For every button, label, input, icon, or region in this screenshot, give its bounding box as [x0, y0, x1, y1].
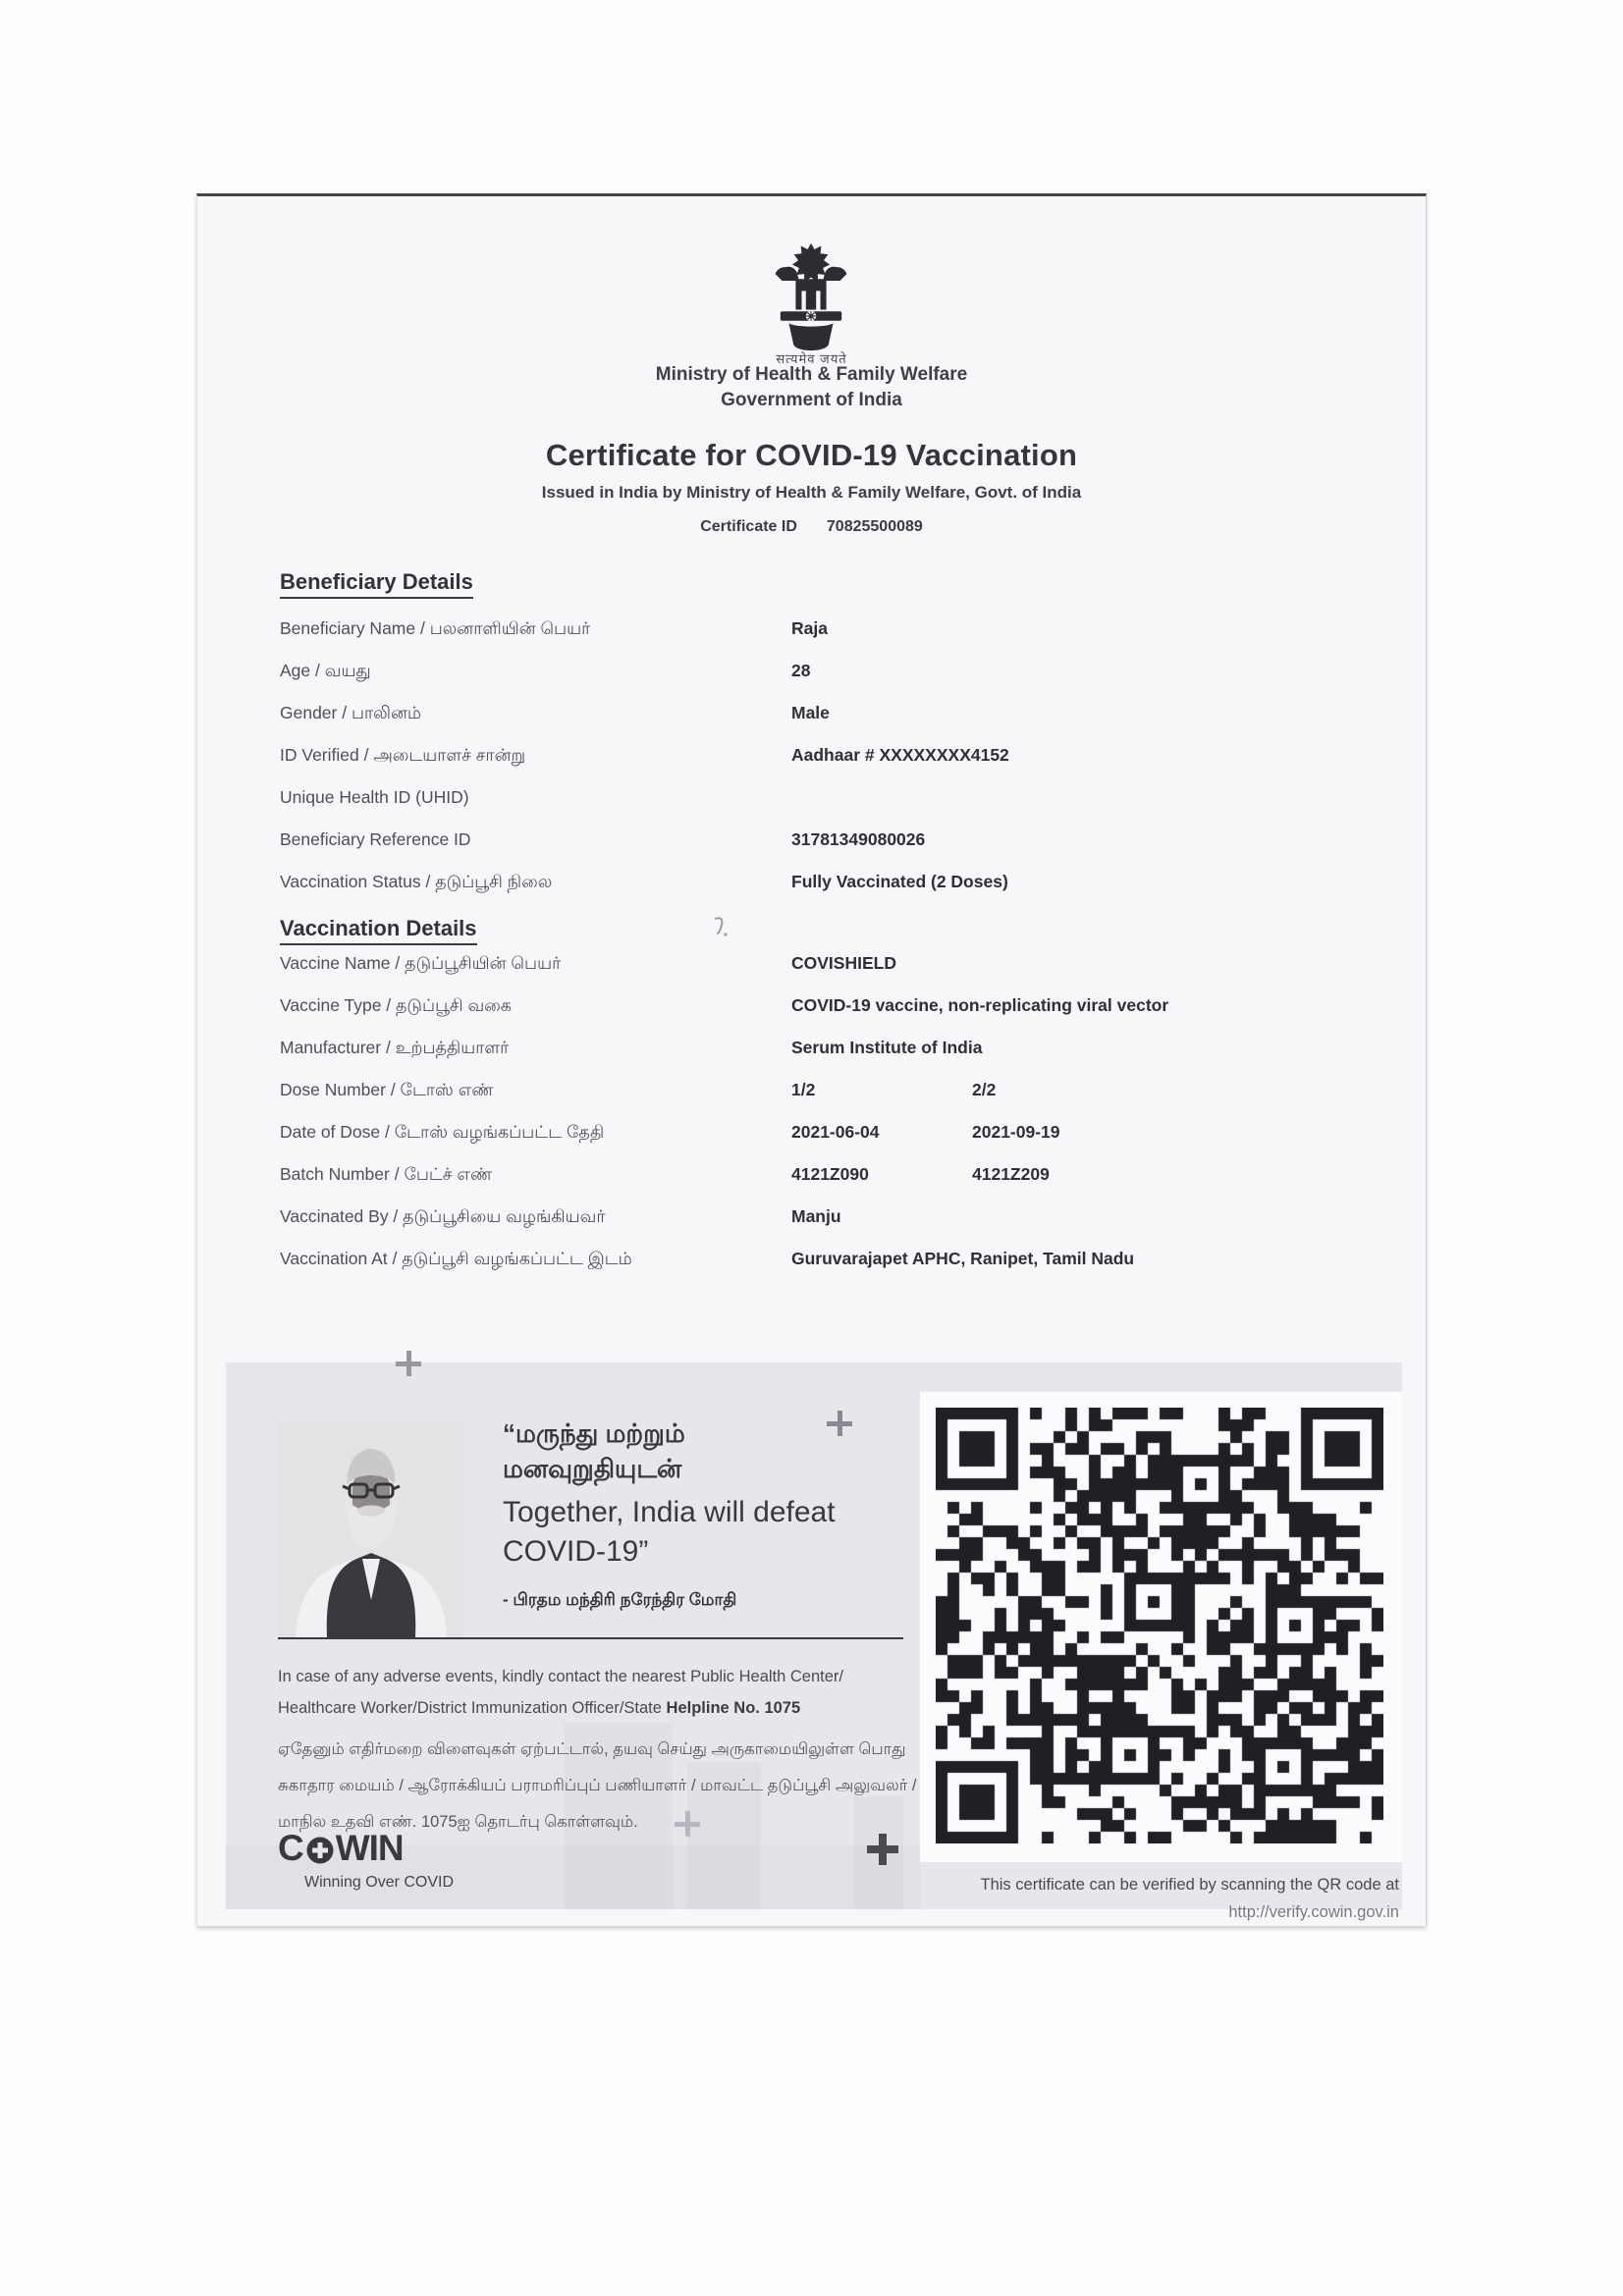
- row-value-dose2: 4121Z209: [972, 1164, 1050, 1184]
- certificate-id-value: 70825500089: [826, 518, 923, 535]
- certificate-id-line: [196, 518, 1427, 536]
- row-value: 4121Z090: [791, 1164, 869, 1184]
- vaccination-details-heading: Vaccination Details: [280, 916, 477, 941]
- government-line: Government of India: [721, 390, 902, 410]
- registration-plus-mark: [827, 1411, 852, 1436]
- row-value: 2021-06-04: [791, 1122, 880, 1142]
- detail-row: [196, 1206, 1427, 1246]
- detail-row: [196, 1080, 1427, 1119]
- detail-row: [196, 787, 1427, 827]
- detail-row: [196, 1038, 1427, 1077]
- cowin-plus-icon: [305, 1836, 335, 1865]
- advisory-line1: In case of any adverse events, kindly contact the nearest Public Health Center/: [278, 1668, 843, 1685]
- row-label: Manufacturer / உற்பத்தியாளர்: [280, 1038, 510, 1057]
- helpline-number: Helpline No. 1075: [666, 1699, 801, 1717]
- detail-row: [196, 829, 1427, 869]
- detail-row: [196, 872, 1427, 911]
- verify-text-url: http://verify.cowin.gov.in: [1228, 1903, 1399, 1921]
- detail-row: [196, 618, 1427, 658]
- row-value: Raja: [791, 618, 828, 638]
- row-value-dose2: 2021-09-19: [972, 1122, 1060, 1142]
- qr-code-image: [936, 1408, 1383, 1843]
- row-label: Vaccinated By / தடுப்பூசியை வழங்கியவர்: [280, 1206, 606, 1226]
- quote-tamil-line1: “மருந்து மற்றும்: [503, 1418, 685, 1448]
- row-label: Vaccine Type / தடுப்பூசி வகை: [280, 995, 512, 1015]
- page-subtitle: Issued in India by Ministry of Health & Family Welfare, Govt. of India: [541, 483, 1082, 502]
- emblem-motto: सत्यमेव जयते: [776, 351, 847, 366]
- registration-plus-mark: [675, 1811, 700, 1837]
- row-value: Serum Institute of India: [791, 1038, 983, 1057]
- row-value: Guruvarajapet APHC, Ranipet, Tamil Nadu: [791, 1249, 1135, 1268]
- row-value: Fully Vaccinated (2 Doses): [791, 872, 1008, 891]
- row-value: Male: [791, 703, 830, 722]
- pen-scribble-mark: [710, 916, 730, 944]
- banner-divider-line: [278, 1637, 903, 1639]
- detail-row: [196, 1122, 1427, 1161]
- emblem-of-india-icon: [760, 241, 862, 347]
- row-label: Gender / பாலினம்: [280, 703, 421, 722]
- row-label: Dose Number / டோஸ் எண்: [280, 1080, 494, 1099]
- advisory-line2: Healthcare Worker/District Immunization Officer/State Helpline No. 1075: [278, 1699, 801, 1717]
- row-value-dose2: 2/2: [972, 1080, 997, 1099]
- page-title: Certificate for COVID-19 Vaccination: [545, 438, 1078, 472]
- beneficiary-details-table: [196, 618, 1427, 923]
- row-value: 28: [791, 661, 811, 680]
- quote-tamil-line2: மனவுறுதியுடன்: [503, 1454, 682, 1483]
- row-label: Age / வயது: [280, 661, 371, 680]
- row-label: Vaccination Status / தடுப்பூசி நிலை: [280, 872, 553, 891]
- beneficiary-details-heading: Beneficiary Details: [280, 569, 473, 595]
- certificate-id-label: Certificate ID: [700, 518, 797, 535]
- detail-row: [196, 1164, 1427, 1203]
- quote-attribution: - பிரதம மந்திரி நரேந்திர மோதி: [503, 1590, 737, 1609]
- quote-english-line1: Together, India will defeat: [503, 1496, 836, 1528]
- row-label: Beneficiary Name / பலனாளியின் பெயர்: [280, 618, 591, 638]
- row-value: Manju: [791, 1206, 841, 1226]
- detail-row: [196, 703, 1427, 742]
- row-label: Unique Health ID (UHID): [280, 787, 469, 807]
- advisory-tamil-line3: மாநில உதவி எண். 1075ஐ தொடர்பு கொள்ளவும்.: [278, 1813, 638, 1831]
- verify-text-line1: This certificate can be verified by scanning the QR code at: [980, 1876, 1399, 1894]
- ministry-line: Ministry of Health & Family Welfare: [655, 364, 968, 385]
- detail-row: [196, 953, 1427, 992]
- row-value: Aadhaar # XXXXXXXX4152: [791, 745, 1009, 765]
- qr-code-block: [920, 1392, 1402, 1862]
- detail-row: [196, 1249, 1427, 1288]
- registration-plus-mark-dark: [867, 1834, 898, 1865]
- row-value: COVISHIELD: [791, 953, 896, 973]
- row-label: Vaccine Name / தடுப்பூசியின் பெயர்: [280, 953, 562, 973]
- row-label: Date of Dose / டோஸ் வழங்கப்பட்ட தேதி: [280, 1122, 605, 1142]
- row-label: Vaccination At / தடுப்பூசி வழங்கப்பட்ட இடம்: [280, 1249, 632, 1268]
- vaccination-details-table: [196, 953, 1427, 1297]
- detail-row: [196, 995, 1427, 1035]
- row-value: 31781349080026: [791, 829, 926, 849]
- advisory-tamil-line1: ஏதேனும் எதிர்மறை விளைவுகள் ஏற்பட்டால், தயவு செய்து அருகாமையிலுள்ள பொது: [278, 1740, 906, 1758]
- row-value: 1/2: [791, 1080, 816, 1099]
- row-label: Beneficiary Reference ID: [280, 829, 471, 849]
- cowin-logo: C WIN: [278, 1828, 404, 1868]
- row-label: Batch Number / பேட்ச் எண்: [280, 1164, 493, 1184]
- detail-row: [196, 661, 1427, 700]
- pm-portrait-photo: [278, 1421, 464, 1637]
- row-value: COVID-19 vaccine, non-replicating viral vector: [791, 995, 1169, 1015]
- registration-plus-mark: [396, 1351, 421, 1376]
- quote-english-line2: COVID-19”: [503, 1535, 649, 1568]
- cowin-tagline: Winning Over COVID: [304, 1874, 455, 1891]
- row-label: ID Verified / அடையாளச் சான்று: [280, 745, 526, 765]
- advisory-tamil-line2: சுகாதார மையம் / ஆரோக்கியப் பராமரிப்புப் பணியாளர் / மாவட்ட தடுப்பூசி அலுவலர் /: [278, 1777, 917, 1794]
- detail-row: [196, 745, 1427, 784]
